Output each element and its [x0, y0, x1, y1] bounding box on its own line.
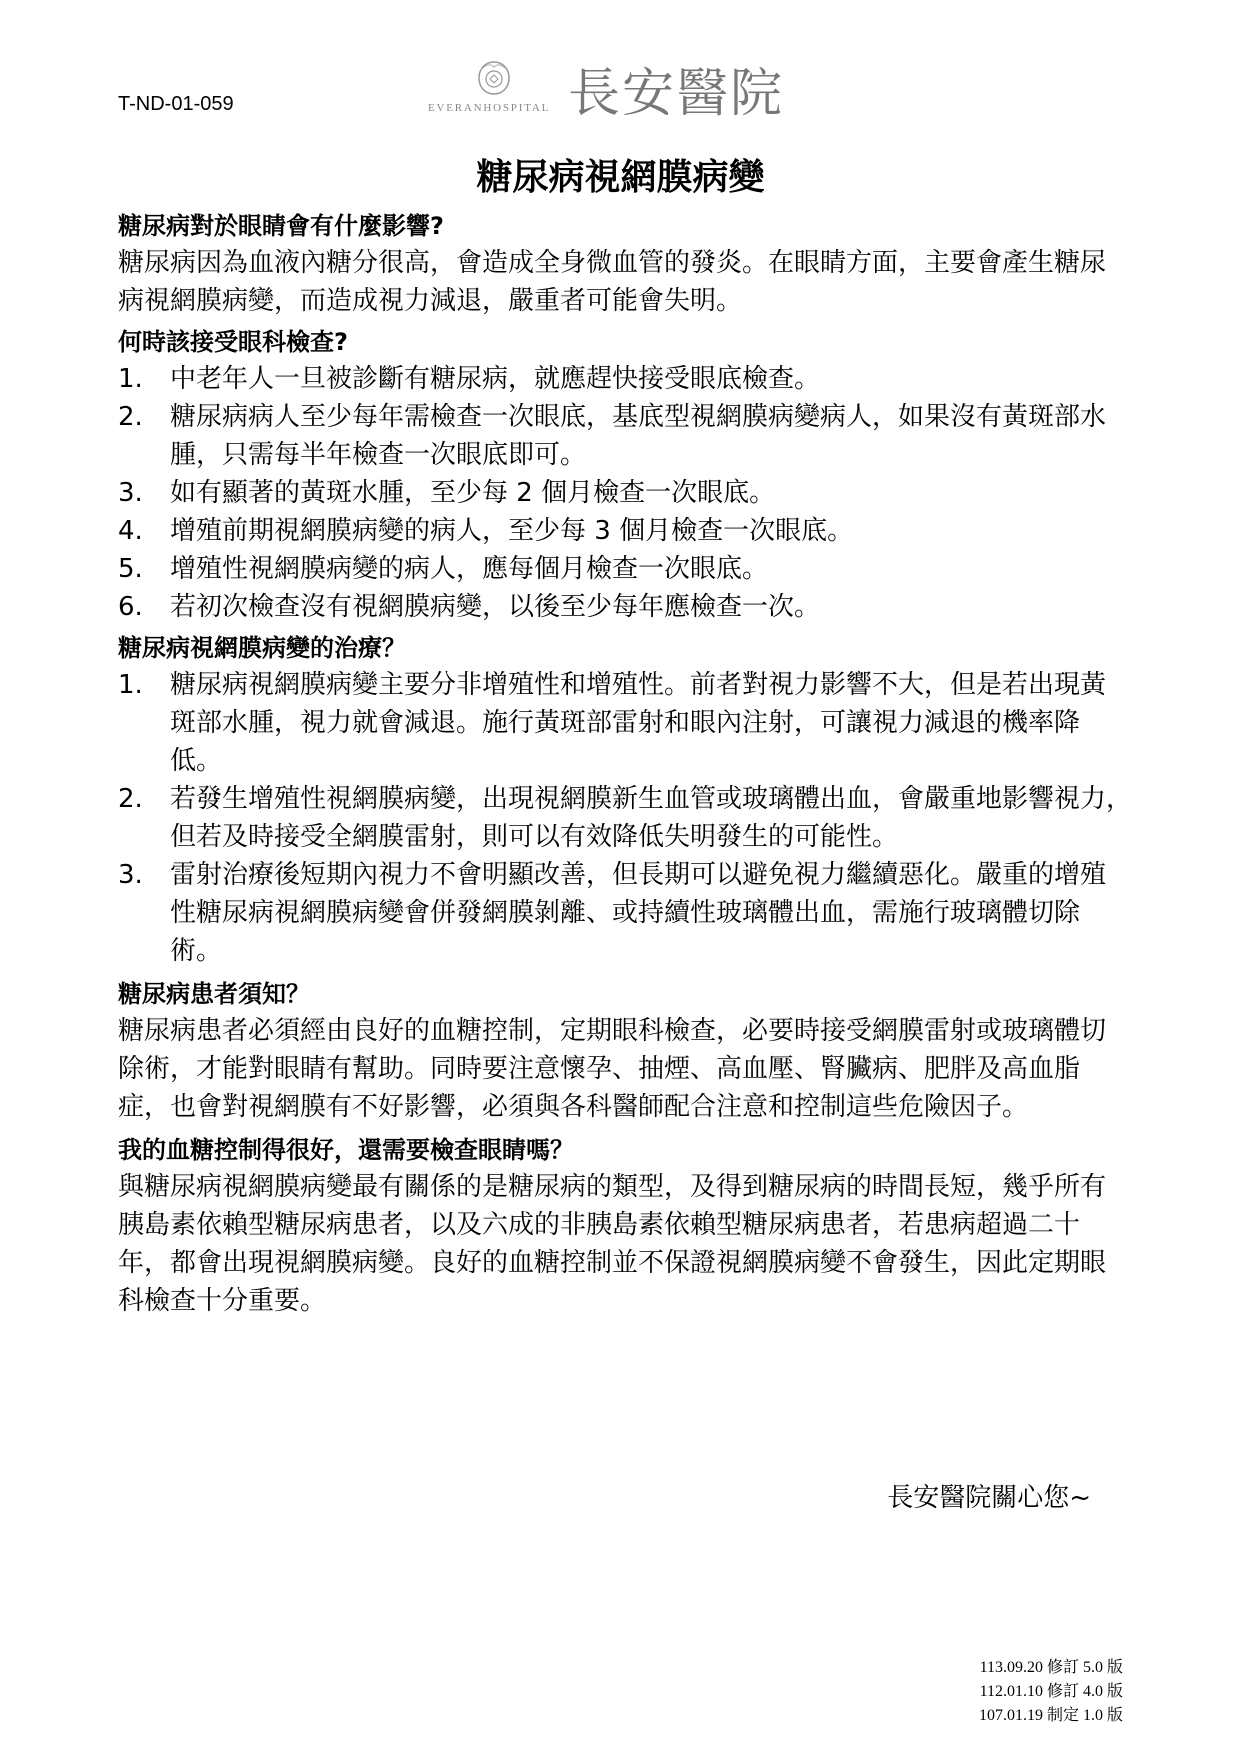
section-patient-notes — [118, 976, 1128, 1126]
logo-chinese-name: 長安醫院 — [568, 64, 785, 124]
list-item — [118, 780, 1146, 856]
section-heading: 我的血糖控制得很好，還需要檢查眼睛嗎？ — [118, 1136, 574, 1164]
section-heading: 糖尿病患者須知？ — [118, 980, 310, 1008]
section-good-control — [118, 1132, 1128, 1320]
hospital-logo — [428, 58, 828, 130]
section-paragraph: 與糖尿病視網膜病變最有關係的是糖尿病的類型，及得到糖尿病的時間長短，幾乎所有胰島素依賴型糖尿病患者，以及六成的非胰島素依賴型糖尿病患者，若患病超過二十年，都會出現視網膜病變。良好的血糖控制並不保證視網膜病變不會發生，因此定期眼科檢查十分重要。 — [118, 1172, 1107, 1316]
list-item — [118, 550, 1128, 588]
list-item — [118, 474, 1128, 512]
document-code: T-ND-01-059 — [118, 93, 234, 115]
list-number: 2. — [118, 402, 143, 432]
list-number: 4. — [118, 516, 143, 546]
list-text: 如有顯著的黃斑水腫，至少每 2 個月檢查一次眼底。 — [170, 478, 776, 508]
revision-line: 112.01.10 修訂 4.0 版 — [979, 1683, 1123, 1700]
list-number: 2. — [118, 784, 143, 814]
section-treatment — [118, 630, 1146, 970]
list-text: 雷射治療後短期內視力不會明顯改善，但長期可以避免視力繼續惡化。嚴重的增殖性糖尿病視網膜病變會併發網膜剝離、或持續性玻璃體出血，需施行玻璃體切除術。 — [170, 860, 1107, 966]
list-text: 糖尿病病人至少每年需檢查一次眼底，基底型視網膜病變病人，如果沒有黃斑部水腫，只需每半年檢查一次眼底即可。 — [170, 402, 1107, 470]
list-item — [118, 512, 1128, 550]
revision-history — [979, 1656, 1123, 1728]
list-text: 糖尿病視網膜病變主要分非增殖性和增殖性。前者對視力影響不大，但是若出現黃斑部水腫，視力就會減退。施行黃斑部雷射和眼內注射，可讓視力減退的機率降低。 — [170, 670, 1107, 776]
section-paragraph: 糖尿病患者必須經由良好的血糖控制，定期眼科檢查，必要時接受網膜雷射或玻璃體切除術，才能對眼睛有幫助。同時要注意懷孕、抽煙、高血壓、腎臟病、肥胖及高血脂症，也會對視網膜有不好影響，必須與各科醫師配合注意和控制這些危險因子。 — [118, 1016, 1107, 1122]
list-item — [118, 666, 1128, 780]
document-body — [118, 208, 1146, 1320]
revision-line: 107.01.19 制定 1.0 版 — [978, 1707, 1123, 1724]
list-text: 中老年人一旦被診斷有糖尿病，就應趕快接受眼底檢查。 — [170, 364, 821, 394]
list-text: 若初次檢查沒有視網膜病變，以後至少每年應檢查一次。 — [170, 592, 821, 622]
section-paragraph: 糖尿病因為血液內糖分很高，會造成全身微血管的發炎。在眼睛方面，主要會產生糖尿病視網膜病變，而造成視力減退，嚴重者可能會失明。 — [118, 248, 1107, 316]
revision-line: 113.09.20 修訂 5.0 版 — [979, 1659, 1123, 1676]
list-number: 5. — [118, 554, 143, 584]
section-exam-timing — [118, 324, 1128, 626]
list-item — [118, 856, 1128, 970]
section-effects — [118, 208, 1128, 320]
list-item — [118, 360, 1128, 398]
page-title: 糖尿病視網膜病變 — [476, 157, 765, 198]
list-number: 1. — [118, 670, 143, 700]
list-text: 若發生增殖性視網膜病變，出現視網膜新生血管或玻璃體出血，會嚴重地影響視力， 但若及時接受全網膜雷射，則可以有效降低失明發生的可能性。 — [170, 784, 1146, 852]
section-heading: 何時該接受眼科檢查? — [118, 328, 348, 356]
list-number: 3. — [118, 478, 143, 508]
list-item — [118, 588, 1128, 626]
list-text: 增殖前期視網膜病變的病人，至少每 3 個月檢查一次眼底。 — [170, 516, 854, 546]
list-number: 1. — [118, 364, 143, 394]
list-number: 6. — [118, 592, 143, 622]
list-number: 3. — [118, 860, 143, 890]
section-heading: 糖尿病視網膜病變的治療？ — [118, 634, 406, 662]
signoff: 長安醫院關心您~ — [887, 1483, 1091, 1513]
logo-english-name: EVERANHOSPITAL — [428, 102, 551, 114]
list-text: 增殖性視網膜病變的病人，應每個月檢查一次眼底。 — [170, 554, 769, 584]
hospital-emblem-icon — [475, 58, 513, 98]
section-heading: 糖尿病對於眼睛會有什麼影響? — [118, 212, 444, 240]
list-item — [118, 398, 1128, 474]
